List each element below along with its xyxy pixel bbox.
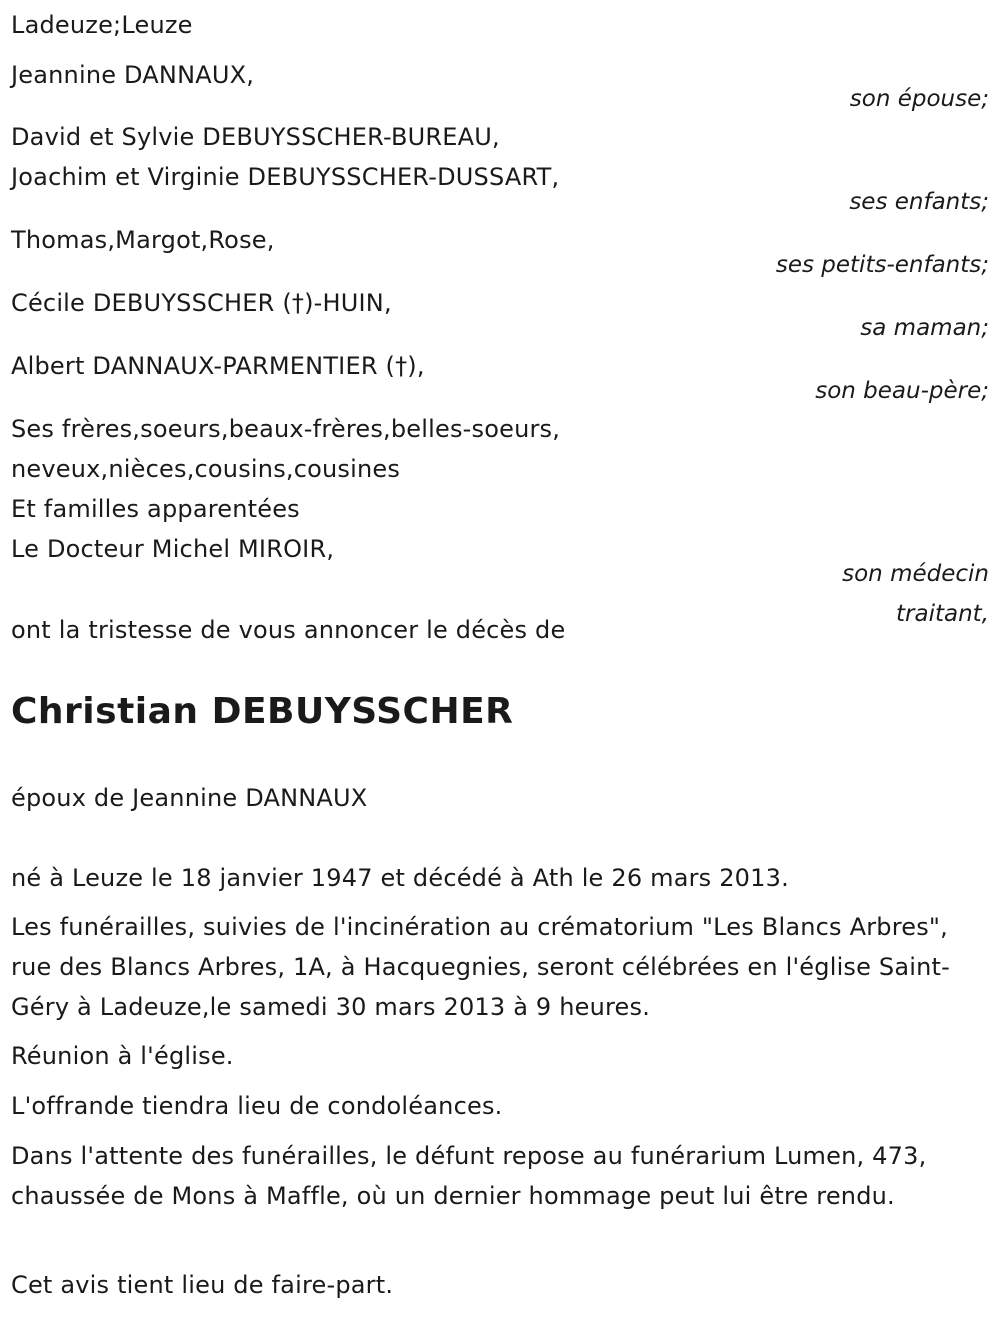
announcement: ont la tristesse de vous annoncer le décès de	[11, 616, 566, 644]
reunion: Réunion à l'église.	[11, 1042, 234, 1070]
family-grandchildren: Thomas,Margot,Rose,	[11, 226, 275, 254]
notice: Cet avis tient lieu de faire-part.	[11, 1271, 394, 1299]
family-doctor: Le Docteur Michel MIROIR,	[11, 535, 335, 563]
family-doctor-role-1: son médecin	[842, 561, 989, 587]
spouse-line: époux de Jeannine DANNAUX	[11, 784, 368, 812]
family-related-families: Et familles apparentées	[11, 495, 300, 523]
family-child-1: David et Sylvie DEBUYSSCHER-BUREAU,	[11, 123, 500, 151]
family-relatives: neveux,nièces,cousins,cousines	[11, 455, 401, 483]
birth-death: né à Leuze le 18 janvier 1947 et décédé à Ath le 26 mars 2013.	[11, 864, 789, 892]
location: Ladeuze;Leuze	[11, 11, 193, 39]
family-children-role: ses enfants;	[849, 189, 989, 215]
family-siblings: Ses frères,soeurs,beaux-frères,belles-soeurs,	[11, 415, 561, 443]
family-spouse-name: Jeannine DANNAUX,	[11, 61, 255, 89]
family-child-2: Joachim et Virginie DEBUYSSCHER-DUSSART,	[11, 163, 560, 191]
family-mother-role: sa maman;	[860, 315, 989, 341]
family-spouse-role: son épouse;	[849, 86, 989, 112]
family-mother: Cécile DEBUYSSCHER (†)-HUIN,	[11, 289, 392, 317]
offering: L'offrande tiendra lieu de condoléances.	[11, 1092, 503, 1120]
family-father-in-law: Albert DANNAUX-PARMENTIER (†),	[11, 352, 425, 380]
family-grandchildren-role: ses petits-enfants;	[775, 252, 989, 278]
family-doctor-role-2: traitant,	[896, 601, 989, 627]
funeral-details: Les funérailles, suivies de l'incinération au crématorium "Les Blancs Arbres", rue des Blancs Arbres, 1A, à Hacquegnies, seront célébrées en l'église Saint-Géry à Ladeuze,le samedi 30 mars 2013 à 9 heures.	[11, 913, 951, 1021]
resting-place: Dans l'attente des funérailles, le défunt repose au funérarium Lumen, 473, chaussée de Mons à Maffle, où un dernier hommage peut lui être rendu.	[11, 1142, 927, 1210]
deceased-name: Christian DEBUYSSCHER	[11, 691, 514, 732]
family-father-in-law-role: son beau-père;	[815, 378, 989, 404]
